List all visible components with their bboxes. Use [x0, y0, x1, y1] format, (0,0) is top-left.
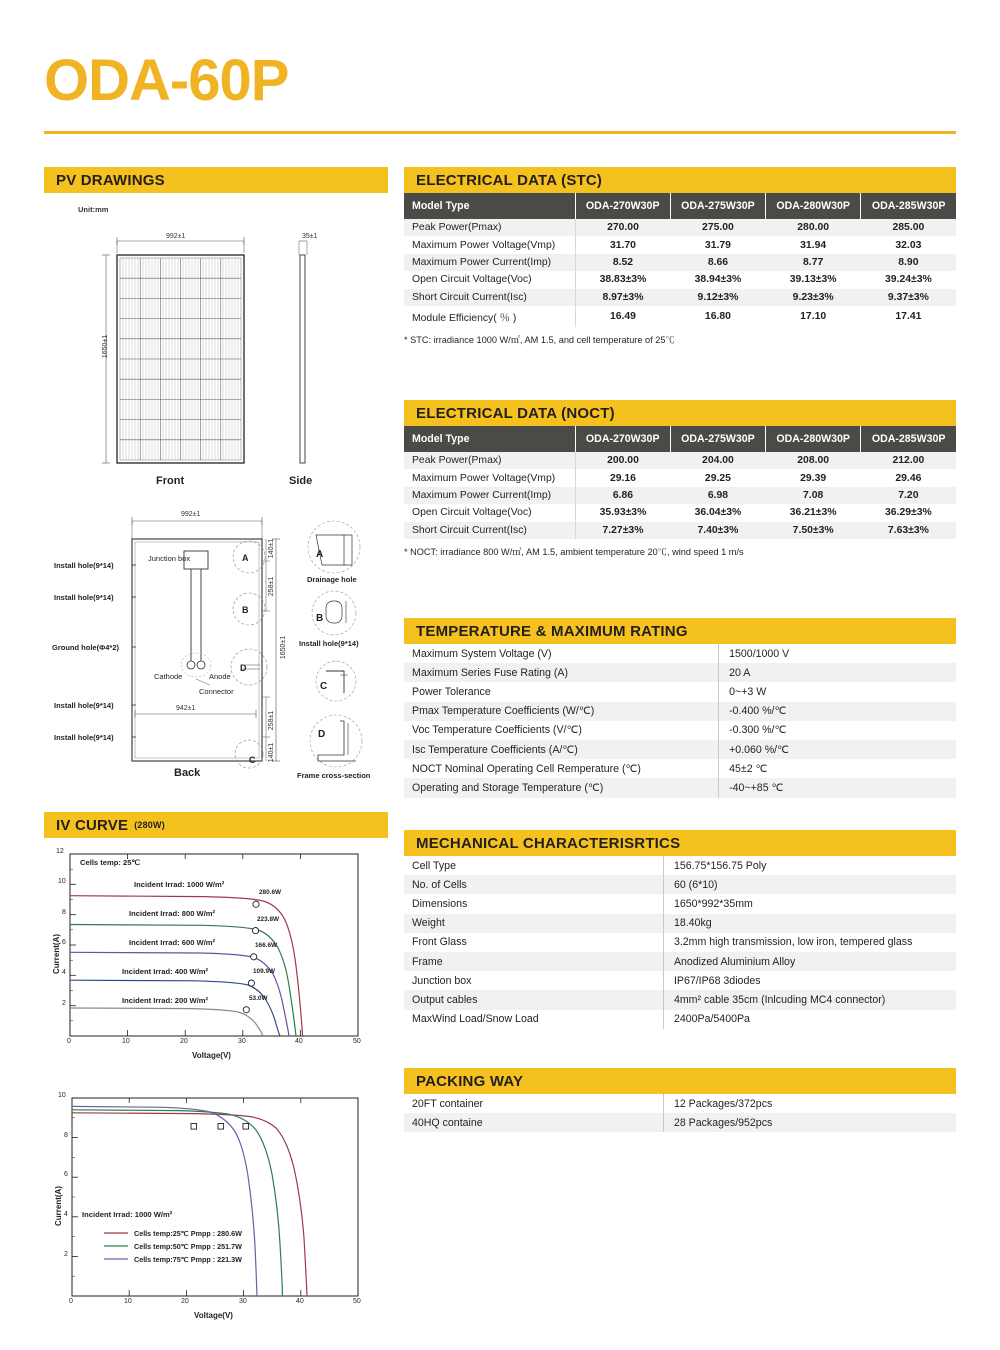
side-view-label: Side	[289, 475, 313, 487]
col-270: ODA-270W30P	[575, 426, 670, 452]
row-key: MaxWind Load/Snow Load	[404, 1010, 663, 1029]
electrical-stc-table	[404, 193, 956, 327]
electrical-noct-header	[404, 400, 956, 426]
row-key: 20FT container	[404, 1094, 663, 1113]
table-row	[404, 504, 956, 521]
row-value: Anodized Aluminium Alloy	[663, 952, 956, 971]
row-key: Front Glass	[404, 933, 663, 952]
back-edge-dim-bottom: 140±1	[268, 742, 276, 763]
cell-value: 31.70	[575, 236, 670, 253]
cell-value: 9.12±3%	[670, 289, 765, 306]
cell-value: 208.00	[766, 452, 861, 469]
chart2-ylabel: Current(A)	[54, 1186, 63, 1226]
table-row	[404, 682, 956, 701]
front-side-drawing	[44, 193, 388, 503]
chart1-point-4: 109.9W	[253, 968, 276, 975]
table-row	[404, 933, 956, 952]
stc-note: * STC: irradiance 1000 W/㎡, AM 1.5, and cell temperature of 25℃	[404, 335, 675, 346]
mechanical-table	[404, 856, 956, 1029]
row-key: Operating and Storage Temperature (℃)	[404, 778, 719, 797]
row-label: Peak Power(Pmax)	[404, 219, 575, 236]
table-row	[404, 306, 956, 327]
iv-curve-header	[44, 812, 388, 838]
callout-d-caption: Frame cross-section	[297, 771, 371, 780]
cell-value: 39.13±3%	[766, 271, 861, 288]
chart2-xlabel: Voltage(V)	[194, 1311, 233, 1320]
svg-text:A: A	[242, 553, 249, 563]
chart1-series-4-label: Incident Irrad: 400 W/m²	[122, 967, 209, 976]
table-row	[404, 721, 956, 740]
front-width-dim: 992±1	[166, 233, 186, 240]
row-label: Maximum Power Current(Imp)	[404, 254, 575, 271]
cell-value: 8.66	[670, 254, 765, 271]
page-title: ODA-60P	[44, 48, 289, 113]
row-key: Junction box	[404, 971, 663, 990]
table-row	[404, 702, 956, 721]
front-view-label: Front	[156, 475, 185, 487]
row-key: Voc Temperature Coefficients (V/℃)	[404, 721, 719, 740]
row-key: Frame	[404, 952, 663, 971]
cell-value: 6.98	[670, 487, 765, 504]
table-row	[404, 236, 956, 253]
temperature-rating-panel	[404, 618, 956, 798]
row-value: 12 Packages/372pcs	[663, 1094, 956, 1113]
cell-value: 36.21±3%	[766, 504, 861, 521]
table-row	[404, 644, 956, 663]
cell-value: 36.04±3%	[670, 504, 765, 521]
col-285: ODA-285W30P	[861, 193, 956, 219]
row-value: -0.300 %/℃	[719, 721, 956, 740]
row-key: Isc Temperature Coefficients (A/℃)	[404, 740, 719, 759]
table-row	[404, 914, 956, 933]
row-label: Open Circuit Voltage(Voc)	[404, 504, 575, 521]
pv-drawings-panel	[44, 167, 388, 799]
row-key: Maximum System Voltage (V)	[404, 644, 719, 663]
back-width-dim: 992±1	[181, 511, 201, 518]
table-row	[404, 856, 956, 875]
unit-label: Unit:mm	[78, 205, 109, 214]
cell-value: 200.00	[575, 452, 670, 469]
row-key: Maximum Series Fuse Rating (A)	[404, 663, 719, 682]
back-edge-dim-lower: 258±1	[268, 710, 276, 731]
chart2-legend-3: Cells temp:75℃ Pmpp : 221.3W	[134, 1255, 242, 1264]
svg-text:D: D	[240, 663, 247, 673]
row-value: 28 Packages/952pcs	[663, 1113, 956, 1132]
svg-text:B: B	[316, 613, 324, 624]
chart1-point-3: 166.6W	[255, 942, 278, 949]
packing-header	[404, 1068, 956, 1094]
svg-text:C: C	[249, 755, 256, 765]
svg-text:C: C	[320, 681, 328, 692]
temperature-rating-header	[404, 618, 956, 644]
cell-value: 35.93±3%	[575, 504, 670, 521]
cell-value: 38.94±3%	[670, 271, 765, 288]
row-label: Maximum Power Voltage(Vmp)	[404, 236, 575, 253]
row-label: Open Circuit Voltage(Voc)	[404, 271, 575, 288]
back-height-dim: 1650±1	[280, 635, 288, 660]
table-row	[404, 522, 956, 539]
iv-chart-temperature: 10 8 6 4 2 0 10 20 30 40 50 Current(A) Voltage(V) Incident Irrad: 1000 W/m² Cells temp:25℃ Pmpp : 280.6W Cells temp:50℃ Pmpp : 251.7W Cells temp:75℃ Pmpp : 221.3W	[44, 1088, 388, 1338]
cell-value: 8.90	[861, 254, 956, 271]
cell-value: 7.20	[861, 487, 956, 504]
chart1-condition: Cells temp: 25℃	[80, 858, 141, 867]
chart1-series-2-label: Incident Irrad: 800 W/m²	[129, 909, 216, 918]
row-value: 3.2mm high transmission, low iron, tempered glass	[663, 933, 956, 952]
chart1-point-1: 280.6W	[259, 889, 282, 896]
row-key: 40HQ containe	[404, 1113, 663, 1132]
row-key: Output cables	[404, 990, 663, 1009]
cathode-label: Cathode	[154, 672, 183, 681]
svg-text:B: B	[242, 605, 249, 615]
col-270: ODA-270W30P	[575, 193, 670, 219]
table-row	[404, 971, 956, 990]
table-row	[404, 740, 956, 759]
hole-label-3: Ground hole(Φ4*2)	[52, 643, 119, 652]
chart2-legend-1: Cells temp:25℃ Pmpp : 280.6W	[134, 1229, 242, 1238]
iv-curve-subtitle: (280W)	[134, 820, 165, 830]
back-inner-width-dim: 942±1	[176, 705, 196, 712]
row-key: NOCT Nominal Operating Cell Remperature (℃)	[404, 759, 719, 778]
mechanical-title: MECHANICAL CHARACTERISRTICS	[416, 834, 681, 852]
cell-value: 7.08	[766, 487, 861, 504]
chart1-xlabel: Voltage(V)	[192, 1051, 231, 1060]
chart2-legend-2: Cells temp:50℃ Pmpp : 251.7W	[134, 1242, 242, 1251]
row-value: 45±2 ℃	[719, 759, 956, 778]
iv-chart-irradiance: 12 10 8 6 4 2 0 10 20 30 40 50 Current(A) Voltage(V) Cells temp: 25℃ Incident Irrad: 1000 W/m² Incident Irrad: 800 W/m² Incident Irrad: 600 W/m² Incident Irrad: 400 W/m² Incident Irrad: 200 W/m² 280.6W 223.8W 166.6W 109.9W 53.0W	[44, 846, 388, 1078]
table-header-row	[404, 193, 956, 219]
front-side-svg	[44, 211, 388, 511]
cell-value: 7.40±3%	[670, 522, 765, 539]
table-row	[404, 875, 956, 894]
row-value: 4mm² cable 35cm (Inlcuding MC4 connector)	[663, 990, 956, 1009]
table-row	[404, 952, 956, 971]
table-row	[404, 778, 956, 797]
row-value: 1500/1000 V	[719, 644, 956, 663]
front-height-dim: 1650±1	[102, 334, 110, 359]
table-row	[404, 469, 956, 486]
row-value: +0.060 %/℃	[719, 740, 956, 759]
cell-value: 285.00	[861, 219, 956, 236]
row-value: 18.40kg	[663, 914, 956, 933]
electrical-noct-panel	[404, 400, 956, 558]
row-value: 1650*992*35mm	[663, 894, 956, 913]
cell-value: 275.00	[670, 219, 765, 236]
mechanical-panel	[404, 830, 956, 1029]
callout-b-caption: Install hole(9*14)	[299, 639, 359, 648]
col-275: ODA-275W30P	[670, 426, 765, 452]
col-280: ODA-280W30P	[766, 193, 861, 219]
row-value: 2400Pa/5400Pa	[663, 1010, 956, 1029]
cell-value: 32.03	[861, 236, 956, 253]
back-edge-dim-top: 140±1	[268, 538, 276, 559]
connector-label: Connector	[199, 687, 234, 696]
hole-label-5: Install hole(9*14)	[54, 733, 114, 742]
cell-value: 7.50±3%	[766, 522, 861, 539]
cell-value: 7.27±3%	[575, 522, 670, 539]
table-row	[404, 271, 956, 288]
cell-value: 29.25	[670, 469, 765, 486]
chart2-condition: Incident Irrad: 1000 W/m²	[82, 1210, 173, 1219]
side-thickness-dim: 35±1	[302, 233, 318, 240]
packing-panel	[404, 1068, 956, 1132]
col-275: ODA-275W30P	[670, 193, 765, 219]
cell-value: 29.16	[575, 469, 670, 486]
hole-label-1: Install hole(9*14)	[54, 561, 114, 570]
row-key: Dimensions	[404, 894, 663, 913]
table-row	[404, 1094, 956, 1113]
electrical-noct-table	[404, 426, 956, 539]
svg-text:D: D	[318, 729, 326, 740]
row-key: Pmax Temperature Coefficients (W/℃)	[404, 702, 719, 721]
cell-value: 16.49	[575, 306, 670, 327]
packing-table	[404, 1094, 956, 1132]
row-value: IP67/IP68 3diodes	[663, 971, 956, 990]
mechanical-header	[404, 830, 956, 856]
col-model-type: Model Type	[404, 426, 575, 452]
cell-value: 29.46	[861, 469, 956, 486]
row-value: 20 A	[719, 663, 956, 682]
cell-value: 212.00	[861, 452, 956, 469]
packing-title: PACKING WAY	[416, 1072, 524, 1090]
cell-value: 31.94	[766, 236, 861, 253]
row-key: Weight	[404, 914, 663, 933]
table-row	[404, 254, 956, 271]
temperature-rating-title: TEMPERATURE & MAXIMUM RATING	[416, 622, 688, 640]
iv-curve-panel	[44, 812, 388, 1338]
table-row	[404, 487, 956, 504]
hole-label-4: Install hole(9*14)	[54, 701, 114, 710]
cell-value: 270.00	[575, 219, 670, 236]
electrical-noct-title: ELECTRICAL DATA (NOCT)	[416, 404, 615, 422]
svg-text:A: A	[316, 549, 324, 560]
cell-value: 8.77	[766, 254, 861, 271]
noct-note: * NOCT: irradiance 800 W/㎡, AM 1.5, ambient temperature 20℃, wind speed 1 m/s	[404, 546, 744, 557]
row-value: 0~+3 W	[719, 682, 956, 701]
cell-value: 6.86	[575, 487, 670, 504]
chart1-ylabel: Current(A)	[52, 934, 61, 974]
cell-value: 39.24±3%	[861, 271, 956, 288]
junction-box-label: Junction box	[148, 554, 191, 563]
cell-value: 7.63±3%	[861, 522, 956, 539]
cell-value: 36.29±3%	[861, 504, 956, 521]
row-value: 60 (6*10)	[663, 875, 956, 894]
chart1-series-3-label: Incident Irrad: 600 W/m²	[129, 938, 216, 947]
pv-drawings-title: PV DRAWINGS	[56, 171, 165, 189]
table-row	[404, 894, 956, 913]
col-model-type: Model Type	[404, 193, 575, 219]
pv-drawings-header	[44, 167, 388, 193]
row-key: Cell Type	[404, 856, 663, 875]
cell-value: 8.97±3%	[575, 289, 670, 306]
back-drawing	[44, 509, 388, 799]
table-header-row	[404, 426, 956, 452]
row-label: Short Circuit Current(Isc)	[404, 522, 575, 539]
row-key: Power Tolerance	[404, 682, 719, 701]
table-row	[404, 1010, 956, 1029]
electrical-stc-header	[404, 167, 956, 193]
row-value: -40~+85 ℃	[719, 778, 956, 797]
row-label: Maximum Power Voltage(Vmp)	[404, 469, 575, 486]
title-divider	[44, 131, 956, 134]
col-280: ODA-280W30P	[766, 426, 861, 452]
row-label: Module Efficiency( ％ )	[404, 306, 575, 327]
anode-label: Anode	[209, 672, 231, 681]
cell-value: 204.00	[670, 452, 765, 469]
hole-label-2: Install hole(9*14)	[54, 593, 114, 602]
iv-curve-title: IV CURVE	[56, 816, 129, 834]
chart1-point-5: 53.0W	[249, 995, 268, 1002]
callout-a-caption: Drainage hole	[307, 575, 357, 584]
table-row	[404, 289, 956, 306]
back-view-svg	[44, 509, 388, 795]
cell-value: 31.79	[670, 236, 765, 253]
row-value: -0.400 %/℃	[719, 702, 956, 721]
back-view-label: Back	[174, 767, 201, 779]
chart1-series-5-label: Incident Irrad: 200 W/m²	[122, 996, 209, 1005]
chart1-point-2: 223.8W	[257, 916, 280, 923]
chart1-series-1-label: Incident Irrad: 1000 W/m²	[134, 880, 225, 889]
row-label: Maximum Power Current(Imp)	[404, 487, 575, 504]
cell-value: 8.52	[575, 254, 670, 271]
electrical-stc-title: ELECTRICAL DATA (STC)	[416, 171, 603, 189]
row-label: Peak Power(Pmax)	[404, 452, 575, 469]
cell-value: 16.80	[670, 306, 765, 327]
cell-value: 9.23±3%	[766, 289, 861, 306]
cell-value: 17.41	[861, 306, 956, 327]
back-edge-dim-upper: 258±1	[268, 576, 276, 597]
table-row	[404, 1113, 956, 1132]
temperature-rating-table	[404, 644, 956, 798]
row-label: Short Circuit Current(Isc)	[404, 289, 575, 306]
row-value: 156.75*156.75 Poly	[663, 856, 956, 875]
col-285: ODA-285W30P	[861, 426, 956, 452]
table-row	[404, 219, 956, 236]
cell-value: 280.00	[766, 219, 861, 236]
electrical-stc-panel	[404, 167, 956, 346]
table-row	[404, 990, 956, 1009]
table-row	[404, 663, 956, 682]
cell-value: 9.37±3%	[861, 289, 956, 306]
table-row	[404, 759, 956, 778]
table-row	[404, 452, 956, 469]
cell-value: 38.83±3%	[575, 271, 670, 288]
row-key: No. of Cells	[404, 875, 663, 894]
cell-value: 17.10	[766, 306, 861, 327]
cell-value: 29.39	[766, 469, 861, 486]
